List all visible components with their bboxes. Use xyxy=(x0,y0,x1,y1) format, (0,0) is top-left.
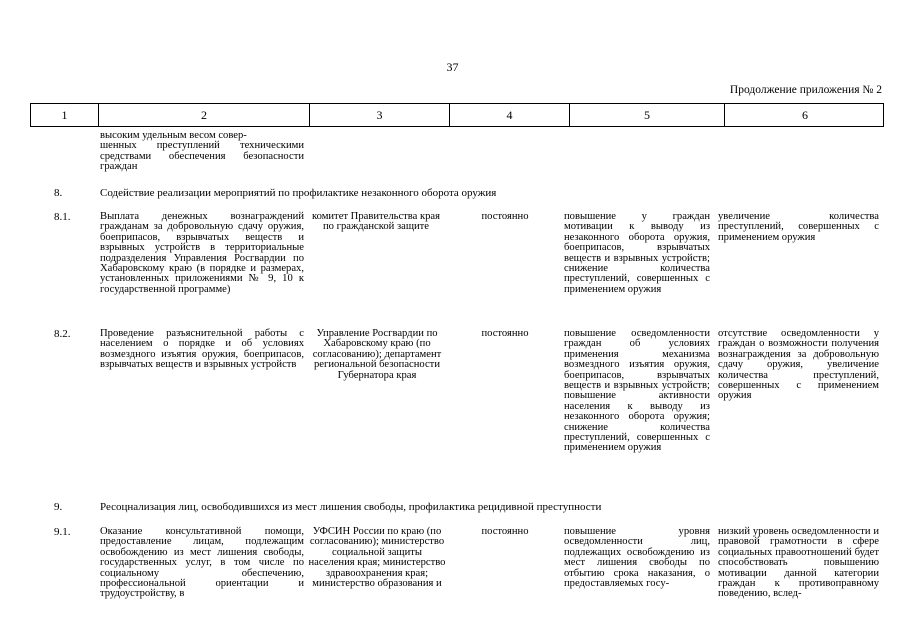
column-header-5: 5 xyxy=(569,104,724,126)
row-consequence: низкий уровень осведомленности и правовой грамотности в сфере социальных правоотношений будет способствовать повышению мотивации данной категории граждан к противоправному поведению, вслед- xyxy=(718,526,879,600)
row-result: повышение осведомленности граждан об условиях применения механизма возмездного изъятия оружия, боеприпасов, взрывчатых веществ и взрывных устройств; повышение активности населения к выводу из незаконного оборота оружия; снижение количества преступлений, совершенных с применением оружия xyxy=(564,328,710,454)
section-title: Содействие реализации мероприятий по профилактике незаконного оборота оружия xyxy=(100,187,497,199)
row-measure: Проведение разъяснительной работы с населением о порядке и об условиях возмездного изъятия оружия, боеприпасов, взрывчатых веществ и взрывных устройств xyxy=(100,328,304,371)
column-header-1: 1 xyxy=(61,107,68,122)
row-number: 9.1. xyxy=(54,526,71,538)
row-term: постоянно xyxy=(481,526,529,537)
row-measure: Выплата денежных вознаграждений гражданам за добровольную сдачу оружия, боеприпасов, взрывчатых веществ и взрывных устройств в территориальные подразделения Управления Росгвардии по Хабаровскому краю (в порядке и размерах, установленных приложениями № 9, 10 к государственной программе) xyxy=(100,211,304,295)
row-executor: УФСИН России по краю (по согласованию); министерство социальной защиты населения края; министерство здравоохранения края; министерство образования и xyxy=(308,526,446,590)
column-header-3: 3 xyxy=(309,104,449,126)
row-executor: комитет Правительства края по гражданской защите xyxy=(311,211,441,233)
row-number: 8.2. xyxy=(54,328,71,340)
row-number: 8.1. xyxy=(54,211,71,223)
carryover-text: высоким удельным весом совер- шенных преступлений техническими средствами обеспечения безопасности граждан xyxy=(100,130,304,173)
row-term: постоянно xyxy=(481,328,529,339)
row-consequence: увеличение количества преступлений, совершенных с применением оружия xyxy=(718,211,879,243)
row-measure: Оказание консультативной помощи, предоставление лицам, подлежащим освобождению из мест лишения свободы, государственных услуг, в том числе по социальному обеспечению, профессиональной ориентации и трудоустройству, в xyxy=(100,526,304,600)
row-result: повышение уровня осведомленности лиц, подлежащих освобождению из мест лишения свободы по отбытию срока наказания, о предоставляемых госу- xyxy=(564,526,710,590)
row-result: повышение у граждан мотивации к выводу из незаконного оборота оружия, боеприпасов, взрывчатых веществ и взрывных устройств; снижение количества преступлений, совершенных с применением оружия xyxy=(564,211,710,295)
page-number: 37 xyxy=(446,60,459,74)
column-header-6: 6 xyxy=(724,104,885,126)
section-number: 8. xyxy=(54,187,63,199)
row-term: постоянно xyxy=(481,211,529,222)
column-header-2: 2 xyxy=(98,104,309,126)
section-number: 9. xyxy=(54,501,63,513)
column-header-4: 4 xyxy=(449,104,569,126)
table-header-row xyxy=(30,103,884,127)
continuation-label: Продолжение приложения № 2 xyxy=(729,84,882,96)
row-executor: Управление Росгвардии по Хабаровскому краю (по согласованию); департамент региональной безопасности Губернатора края xyxy=(312,328,442,381)
row-consequence: отсутствие осведомленности у граждан о возможности получения вознаграждения за добровольную сдачу оружия, увеличение количества преступлений, совершенных с применением оружия xyxy=(718,328,879,402)
section-title: Ресоцнализация лиц, освободившихся из мест лишения свободы, профилактика рецидивной преступности xyxy=(100,501,602,513)
